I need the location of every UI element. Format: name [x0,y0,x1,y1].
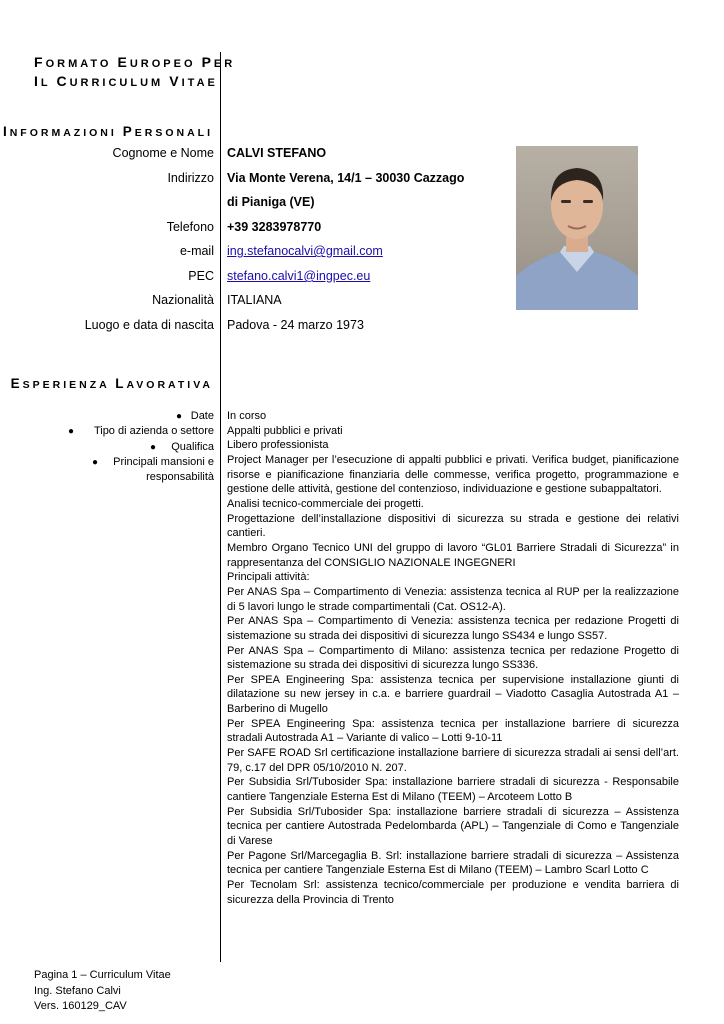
phone-label: Telefono [166,220,214,234]
paragraph: Per SPEA Engineering Spa: assistenza tecnica per installazione barriere di sicurezza stradali Autostrada A1 – Variante di valico – Lotti 9-10-11 [227,717,679,745]
bullet-icon: ● [149,441,156,453]
email-label: e-mail [179,244,214,258]
paragraph: Progettazione dell’installazione dispositivi di sicurezza su strada e gestione dei relativi cantieri. [227,512,679,540]
bullet-icon: ● [175,411,182,422]
paragraph: Per ANAS Spa – Compartimento di Milano: assistenza tecnica per redazione Progetto di sistemazione su strada dei dispositivi di sicurezza lungo SS336. [227,644,679,672]
label-row [34,409,214,424]
surname-value: CALVI STEFANO [227,146,327,160]
experience-body [227,409,679,907]
label-row [34,470,214,485]
company-type-label: Tipo di azienda o settore [93,425,214,438]
label-row [34,440,214,455]
paragraph: Project Manager per l’esecuzione di appalti pubblici e privati. Verifica budget, pianificazione risorse e pianificazione finanziaria delle commesse, verifica progetto, programmazione e gestione delle attività, gestione del contenzioso, individuazione e gestione subappaltatori. [227,453,679,496]
paragraph: Per Tecnolam Srl: assistenza tecnico/commerciale per produzione e vendita barriera di sicurezza della Provincia di Trento [227,879,679,906]
paragraph: Per ANAS Spa – Compartimento di Venezia: assistenza tecnica per redazione Progetti di sistemazione su strada dei dispositivi di sicurezza lungo SS434 e lungo SS57. [227,615,679,642]
date-label: Date [190,410,214,422]
role-label: Qualifica [171,440,214,453]
title-line-1: FORMATO EUROPEO PER [34,54,236,70]
paragraph: Principali attività: [227,571,310,584]
paragraph: In corso [227,410,267,422]
portrait-illustration [516,146,638,310]
paragraph: Per SPEA Engineering Spa: assistenza tecnica per supervisione installazione giunti di dilatazione su new jersey in c.a. e barriere guardrail – Viadotto Casaglia Autostrada A1 – Barberino di Mugello [227,673,679,716]
label-row [34,424,214,439]
surname-label: Cognome e Nome [112,146,214,160]
pec-link[interactable]: stefano.calvi1@ingpec.eu [227,269,371,283]
duties-label-cont: responsabilità [146,471,214,484]
address-label: Indirizzo [167,171,214,185]
paragraph: Analisi tecnico-commerciale dei progetti. [227,497,424,510]
email-link[interactable]: ing.stefanocalvi@gmail.com [227,244,383,258]
paragraph: Per Subsidia Srl/Tubosider Spa: installazione barriere stradali di sicurezza – Assistenza tecnica per cantiere Autostrada Pedelombarda (APL) – Tangenziale di Como e Tangenziale di Varese [227,805,679,848]
nationality-label: Nazionalità [152,293,214,307]
section-title-personal: INFORMAZIONI PERSONALI [2,124,213,139]
footer-line-3: Vers. 160129_CAV [34,1000,127,1012]
paragraph: Per Pagone Srl/Marcegaglia B. Srl: installazione barriere stradali di sicurezza – Assistenza tecnica per cantiere Tangenziale Esterna Est di Milano (TEEM) – Lambro Scarl Lotto C [227,849,679,877]
label-row [34,455,214,470]
paragraph: Appalti pubblici e privati [227,424,343,437]
address-line-2: di Pianiga (VE) [227,195,315,209]
duties-label: Principali mansioni e [113,455,214,468]
bullet-icon: ● [67,426,74,438]
footer-line-2: Ing. Stefano Calvi [34,984,121,997]
paragraph: Per SAFE ROAD Srl certificazione installazione barriere di sicurezza stradali ai sensi dell’art. 79, c.17 del DPR 05/10/2010 N. 207. [227,747,679,774]
bullet-icon: ● [91,456,98,468]
footer-line-1: Pagina 1 – Curriculum Vitae [34,969,171,981]
phone-value: +39 3283978770 [227,220,322,234]
paragraph: Membro Organo Tecnico UNI del gruppo di lavoro “GL01 Barriere Stradali di Sicurezza” in rappresentanza del CONSIGLIO NAZIONALE INGEGNERI [227,541,679,569]
paragraph: Per Subsidia Srl/Tubosider Spa: installazione barriere stradali di sicurezza - Responsabile cantiere Tangenziale Esterna Est di Milano (TEEM) – Arcoteem Lotto B [227,776,679,804]
paragraph: Per ANAS Spa – Compartimento di Venezia: assistenza tecnica al RUP per la realizzazione di 5 lavori lungo le strade compartimentali (Cat. OS12-A). [227,585,679,613]
birth-value: Padova - 24 marzo 1973 [227,318,364,332]
address-line-1: Via Monte Verena, 14/1 – 30030 Cazzago [227,171,465,185]
document-title [34,54,235,92]
profile-photo [516,146,638,310]
experience-labels [34,409,214,485]
page-footer [34,968,171,1015]
birth-label: Luogo e data di nascita [84,318,214,332]
pec-label: PEC [188,269,214,283]
section-title-experience: ESPERIENZA LAVORATIVA [10,376,213,391]
title-line-2: IL CURRICULUM VITAE [34,73,218,89]
column-divider [220,52,221,962]
paragraph: Libero professionista [227,439,329,452]
nationality-value: ITALIANA [227,293,282,307]
